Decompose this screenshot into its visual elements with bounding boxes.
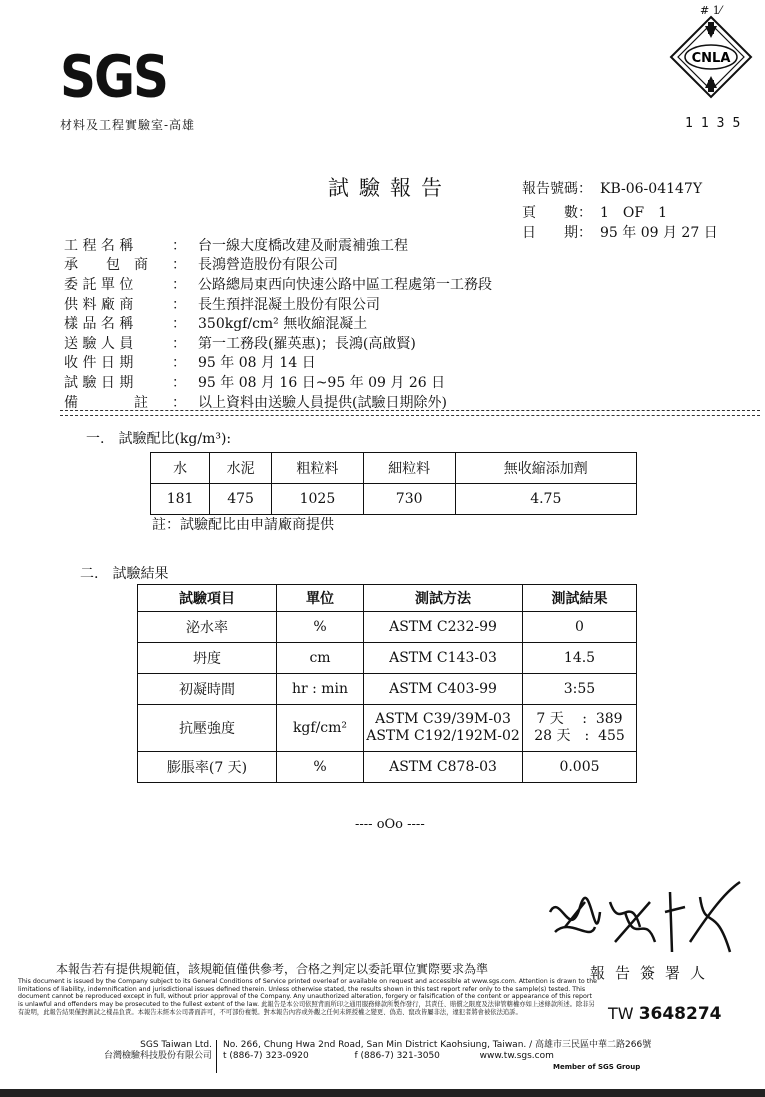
- signature: [540, 872, 750, 976]
- table-header-cell: 水泥: [210, 453, 272, 484]
- bottom-bar: [0, 1089, 765, 1097]
- table-row: [151, 484, 637, 515]
- method-line: ASTM C39/39M-03: [375, 711, 511, 727]
- company-en: SGS Taiwan Ltd.: [140, 1040, 212, 1050]
- lab-name: 材料及工程實驗室-高雄: [60, 118, 196, 132]
- table-cell: %: [277, 752, 364, 783]
- table-header-cell: 測試方法: [364, 585, 523, 612]
- table-cell: cm: [277, 643, 364, 674]
- table-cell: [364, 705, 523, 752]
- table-row: [138, 674, 637, 705]
- certificate-number: TW 3648274: [608, 1004, 722, 1024]
- meta-row: 委 託 單 位 ： 公路總局東西向快速公路中區工程處第一工務段: [64, 276, 492, 293]
- meta-row: 備 註 ： 以上資料由送驗人員提供(試驗日期除外): [64, 394, 447, 411]
- table-cell: 14.5: [523, 643, 637, 674]
- table-header-cell: 單位: [277, 585, 364, 612]
- table-cell: ASTM C143-03: [364, 643, 523, 674]
- table-row: [138, 705, 637, 752]
- table-cell: kgf/cm²: [277, 705, 364, 752]
- table-row: [138, 752, 637, 783]
- signatory-label: 報告簽署人: [590, 964, 716, 982]
- table-cell: 泌水率: [138, 612, 277, 643]
- table-row: [138, 643, 637, 674]
- method-line: ASTM C192/192M-02: [366, 728, 520, 744]
- footer-web[interactable]: www.tw.sgs.com: [479, 1051, 554, 1061]
- meta-row: 收 件 日 期 ： 95 年 08 月 14 日: [64, 355, 316, 372]
- section-results-title: 二. 試驗結果: [80, 566, 169, 582]
- cnla-number: 1135: [685, 116, 749, 131]
- table-header-cell: 細粒料: [363, 453, 455, 484]
- table-cell: ASTM C403-99: [364, 674, 523, 705]
- mix-note: 註：試驗配比由申請廠商提供: [152, 517, 334, 533]
- table-row: [138, 612, 637, 643]
- mix-ratio-table: [150, 452, 637, 515]
- table-cell: 730: [363, 484, 455, 515]
- meta-row: 供 料 廠 商 ： 長生預拌混凝土股份有限公司: [64, 296, 380, 313]
- table-cell: 抗壓強度: [138, 705, 277, 752]
- section-mix-title: 一. 試驗配比(kg/m³):: [86, 431, 232, 447]
- table-cell: 0: [523, 612, 637, 643]
- table-cell: 3:55: [523, 674, 637, 705]
- result-line: 28 天 : 455: [534, 728, 625, 744]
- footer-tel: t (886-7) 323-0920: [223, 1051, 309, 1061]
- page-mark: # 1⁄: [700, 4, 722, 17]
- table-header-cell: 無收縮添加劑: [455, 453, 636, 484]
- table-cell: 初凝時間: [138, 674, 277, 705]
- page-title: 試驗報告: [328, 176, 452, 200]
- table-cell: 坍度: [138, 643, 277, 674]
- table-cell: 4.75: [455, 484, 636, 515]
- table-cell: [523, 705, 637, 752]
- table-cell: 1025: [272, 484, 364, 515]
- table-cell: 475: [210, 484, 272, 515]
- meta-row: 工 程 名 稱 ： 台一線大度橋改建及耐震補強工程: [64, 237, 408, 254]
- report-meta: [64, 235, 492, 411]
- table-cell: 0.005: [523, 752, 637, 783]
- table-header-cell: 水: [151, 453, 210, 484]
- table-header-row: [138, 585, 637, 612]
- table-cell: %: [277, 612, 364, 643]
- table-header-cell: 試驗項目: [138, 585, 277, 612]
- footer-member: Member of SGS Group: [553, 1063, 641, 1071]
- disclaimer: 本報告若有提供規範值，該規範值僅供參考，合格之判定以委託單位實際要求為準: [56, 962, 489, 976]
- table-cell: ASTM C232-99: [364, 612, 523, 643]
- result-line: 7 天 : 389: [536, 711, 623, 727]
- meta-row: 試 驗 日 期 ： 95 年 08 月 16 日~95 年 09 月 26 日: [64, 374, 446, 391]
- meta-row: 樣 品 名 稱 ： 350kgf/cm² 無收縮混凝土: [64, 316, 368, 333]
- end-mark: ---- oOo ----: [355, 817, 425, 832]
- sgs-logo: SGS: [60, 43, 168, 111]
- fine-print: This document is issued by the Company subject to its General Conditions of Service printed overleaf or available on request and accessible at www.sgs.com. Attention is drawn to the limitations of liability, indemnification and jurisdictional issues defined therein. Unless otherwise stated, the results shown in this test report refer only to the sample(s) tested. This document cannot be reproduced except in full, without prior approval of the Company. Any unauthorized alteration, forgery or falsification of the content or appearance of this report is unlawful and offenders may be prosecuted to the fullest extent of the law. 此報告是本公司依照背面所印之通用服務條款所製作發行，其責任、賠償之限度及法律管轄權亦如上述條款所述。除非另有說明，此報告結果僅對測試之樣品負責。本報告未經本公司書面許可，不可部份複製。對本報告內容或外觀之任何未經授權之變更、偽造、竄改皆屬非法，違犯者將會被依法追訴。: [18, 978, 598, 1016]
- company-zh: 台灣檢驗科技股份有限公司: [103, 1051, 212, 1061]
- meta-row: 送 驗 人 員 ： 第一工務段(羅英惠)；長鴻(高啟賢): [64, 335, 416, 352]
- divider: [60, 410, 760, 416]
- page-count: 頁 數： 1 OF 1: [522, 205, 668, 221]
- table-header-cell: 粗粒料: [272, 453, 364, 484]
- report-date: 日 期： 95 年 09 月 27 日: [522, 225, 718, 241]
- cnla-logo: [668, 14, 754, 104]
- table-header-row: [151, 453, 637, 484]
- report-number: 報告號碼： KB-06-04147Y: [522, 181, 703, 197]
- table-cell: hr : min: [277, 674, 364, 705]
- table-cell: 181: [151, 484, 210, 515]
- footer-fax: f (886-7) 321-3050: [354, 1051, 440, 1061]
- table-cell: 膨脹率(7 天): [138, 752, 277, 783]
- cnla-text: CNLA: [691, 51, 731, 66]
- results-table: [137, 584, 637, 783]
- table-cell: ASTM C878-03: [364, 752, 523, 783]
- footer-address: No. 266, Chung Hwa 2nd Road, San Min District Kaohsiung, Taiwan. / 高雄市三民區中華二路266號: [223, 1040, 652, 1050]
- footer: [78, 1040, 651, 1073]
- meta-row: 承 包 商 ： 長鴻營造股份有限公司: [64, 257, 338, 274]
- table-header-cell: 測試結果: [523, 585, 637, 612]
